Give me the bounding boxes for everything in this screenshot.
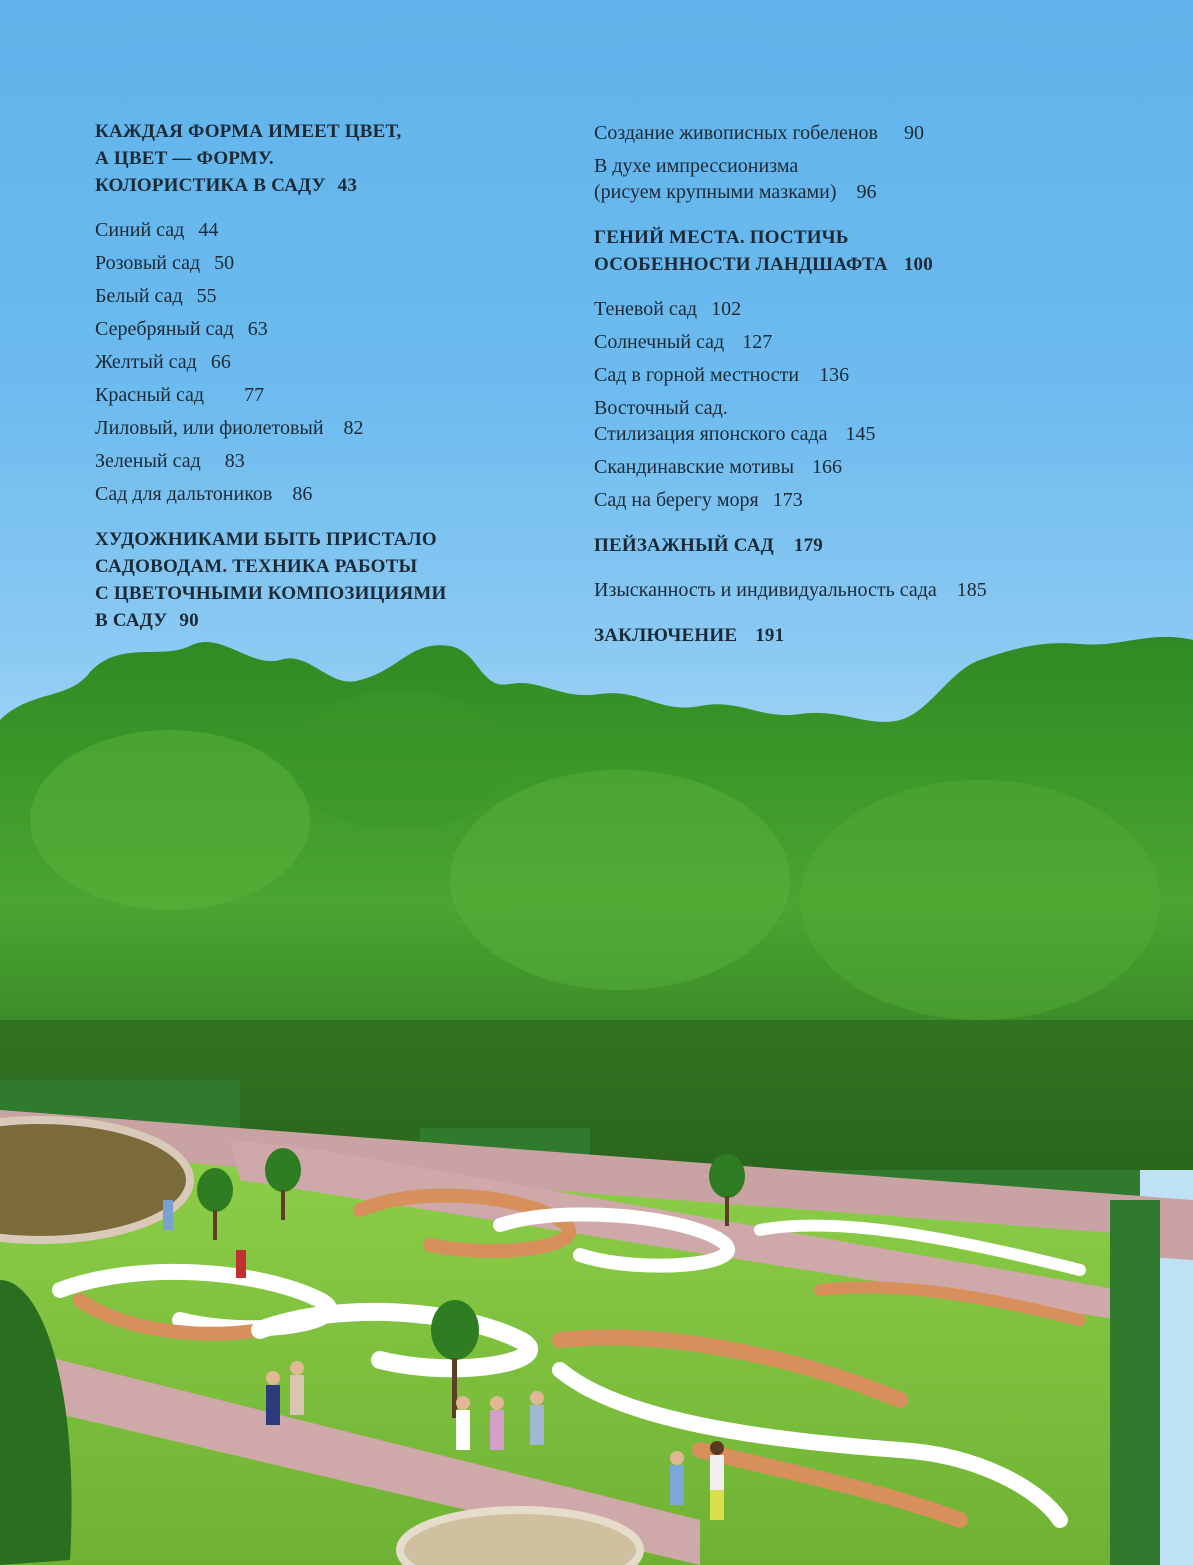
toc-entry[interactable]: Желтый сад 66	[95, 351, 231, 373]
page-number: 77	[244, 384, 265, 406]
toc-section-genius-loci[interactable]: ГЕНИЙ МЕСТА. ПОСТИЧЬ ОСОБЕННОСТИ ЛАНДШАФТА 100	[594, 227, 933, 275]
page-number: 185	[956, 579, 987, 601]
toc-entry[interactable]: Сад на берегу моря 173	[594, 489, 803, 511]
page-number: 145	[845, 423, 876, 445]
toc-entry[interactable]: Зеленый сад 83	[95, 450, 245, 472]
toc-entry[interactable]: Лиловый, или фиолетовый 82	[95, 417, 364, 439]
toc-entry[interactable]: Сад для дальтоников 86	[95, 483, 313, 505]
toc-entry[interactable]: Белый сад 55	[95, 285, 217, 307]
page-number: 90	[903, 122, 924, 144]
page-number: 191	[755, 625, 785, 646]
toc-left-column	[95, 118, 535, 640]
page-number: 44	[198, 219, 219, 241]
page-number: 166	[812, 456, 843, 478]
page-number: 102	[711, 298, 742, 320]
toc-entry[interactable]: Солнечный сад 127	[594, 331, 773, 353]
page-number: 173	[772, 489, 803, 511]
toc-entry[interactable]: Теневой сад 102	[594, 298, 742, 320]
page-number: 96	[856, 181, 877, 203]
toc-entry[interactable]: Восточный сад. Стилизация японского сада 145	[594, 397, 876, 445]
toc-section-landscape-garden[interactable]: ПЕЙЗАЖНЫЙ САД 179	[594, 535, 824, 556]
toc-right-column	[594, 120, 1154, 655]
page-number: 43	[337, 175, 358, 196]
toc-entry[interactable]: Сад в горной местности 136	[594, 364, 850, 386]
toc-entry[interactable]: Розовый сад 50	[95, 252, 235, 274]
toc-entry[interactable]: В духе импрессионизма (рисуем крупными мазками) 96	[594, 155, 877, 203]
toc-section-technique[interactable]: ХУДОЖНИКАМИ БЫТЬ ПРИСТАЛО САДОВОДАМ. ТЕХНИКА РАБОТЫ С ЦВЕТОЧНЫМИ КОМПОЗИЦИЯМИ В САДУ 90	[95, 529, 447, 631]
toc-entry[interactable]: Серебряный сад 63	[95, 318, 268, 340]
page-number: 100	[903, 254, 933, 275]
toc-section-coloristics[interactable]: КАЖДАЯ ФОРМА ИМЕЕТ ЦВЕТ, А ЦВЕТ — ФОРМУ. КОЛОРИСТИКА В САДУ 43	[95, 121, 402, 196]
toc-entry[interactable]: Изысканность и индивидуальность сада 185	[594, 579, 987, 601]
toc-entry[interactable]: Синий сад 44	[95, 219, 219, 241]
toc-section-conclusion[interactable]: ЗАКЛЮЧЕНИЕ 191	[594, 625, 785, 646]
page-number: 90	[179, 610, 199, 631]
page-number: 50	[214, 252, 235, 274]
page-number: 179	[793, 535, 824, 556]
page-number: 66	[210, 351, 231, 373]
toc-entry[interactable]: Скандинавские мотивы 166	[594, 456, 843, 478]
page-number: 86	[292, 483, 313, 505]
page-number: 63	[247, 318, 268, 340]
toc-entry[interactable]: Создание живописных гобеленов 90	[594, 122, 924, 144]
page-number: 127	[742, 331, 773, 353]
toc-entry[interactable]: Красный сад 77	[95, 384, 265, 406]
page-number: 55	[196, 285, 217, 307]
page-number: 83	[224, 450, 245, 472]
page-number: 136	[819, 364, 850, 386]
page-number: 82	[343, 417, 364, 439]
